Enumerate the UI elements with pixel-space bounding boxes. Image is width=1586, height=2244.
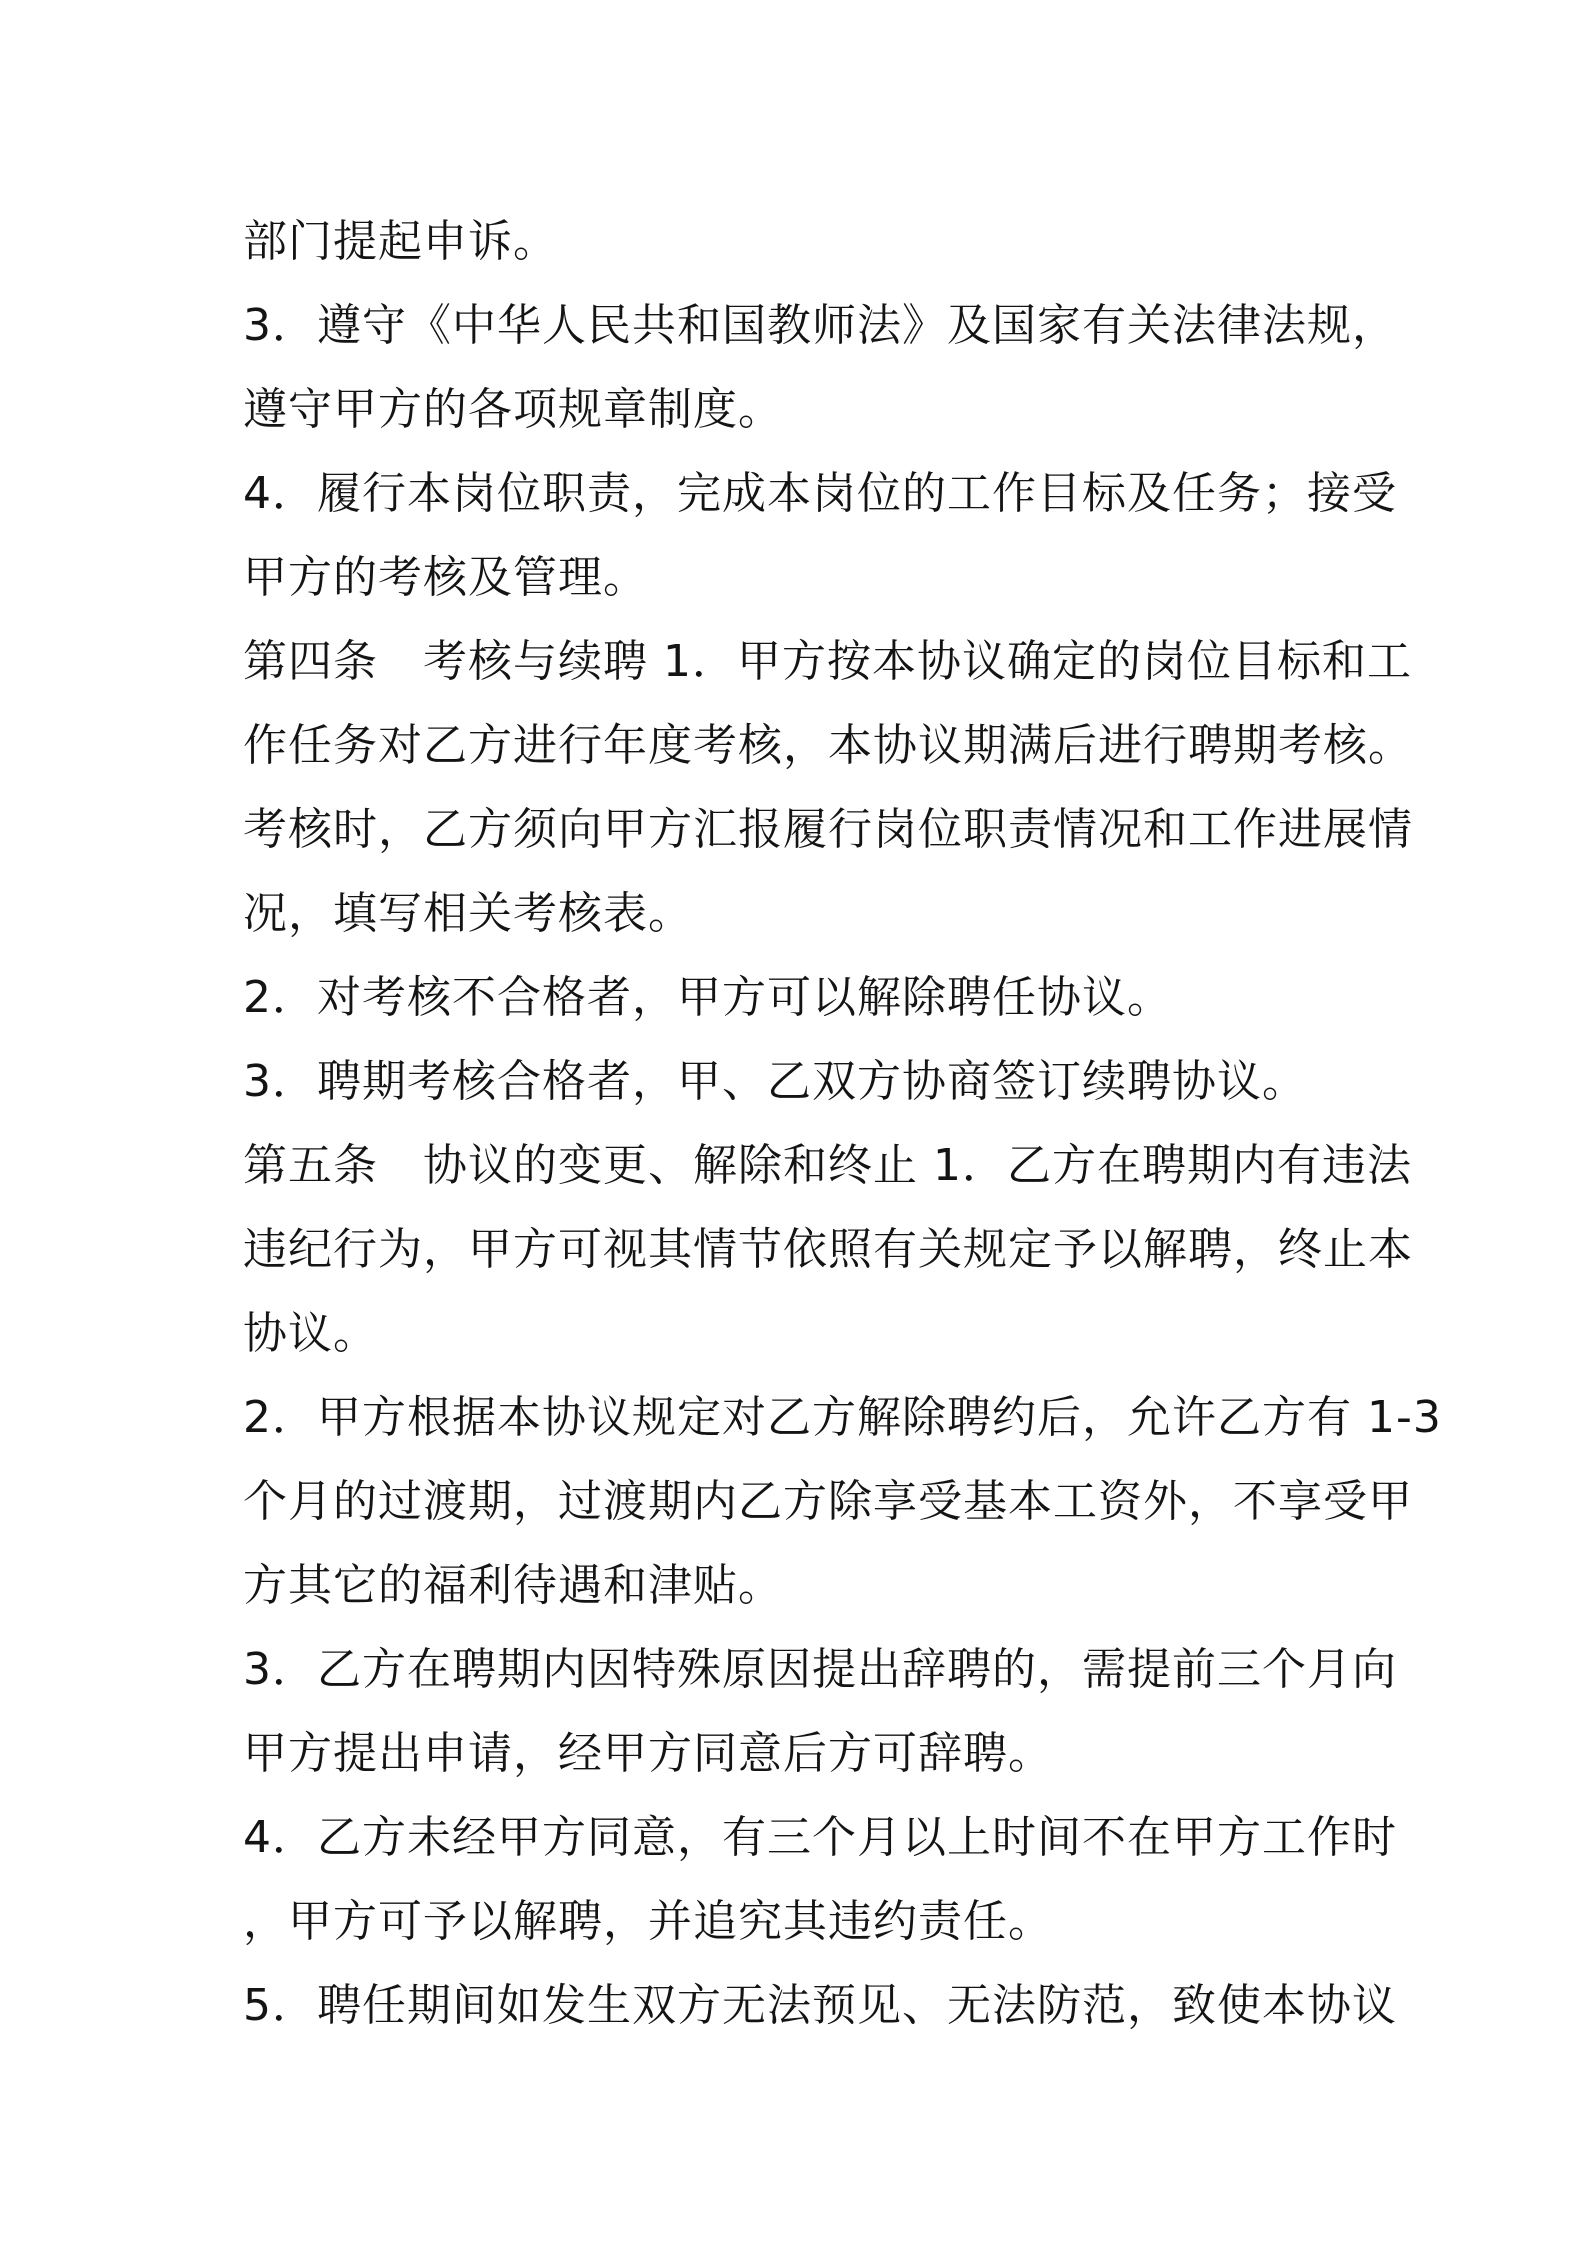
section-heading-line: 第四条 考核与续聘 1．甲方按本协议确定的岗位目标和工	[243, 636, 1412, 687]
text-line: 部门提起申诉。	[243, 216, 558, 267]
text-line: 况，填写相关考核表。	[243, 888, 693, 939]
document-body	[243, 200, 1442, 2048]
text-line: 方其它的福利待遇和津贴。	[243, 1560, 783, 1611]
text-line: 个月的过渡期，过渡期内乙方除享受基本工资外，不享受甲	[243, 1476, 1413, 1527]
text-line: 2．甲方根据本协议规定对乙方解除聘约后，允许乙方有 1-3	[243, 1392, 1442, 1443]
section-heading-line: 第五条 协议的变更、解除和终止 1．乙方在聘期内有违法	[243, 1140, 1412, 1191]
text-line: 考核时，乙方须向甲方汇报履行岗位职责情况和工作进展情	[243, 804, 1413, 855]
text-line: 2．对考核不合格者，甲方可以解除聘任协议。	[243, 972, 1172, 1023]
text-line: 3．乙方在聘期内因特殊原因提出辞聘的，需提前三个月向	[243, 1644, 1397, 1695]
text-line: 5．聘任期间如发生双方无法预见、无法防范，致使本协议	[243, 1980, 1397, 2031]
text-line: 遵守甲方的各项规章制度。	[243, 384, 783, 435]
text-line: 违纪行为，甲方可视其情节依照有关规定予以解聘，终止本	[243, 1224, 1413, 1275]
text-line: 协议。	[243, 1308, 378, 1359]
text-line: 4．乙方未经甲方同意，有三个月以上时间不在甲方工作时	[243, 1812, 1397, 1863]
text-line: 甲方提出申请，经甲方同意后方可辞聘。	[243, 1728, 1053, 1779]
text-line: 3．聘期考核合格者，甲、乙双方协商签订续聘协议。	[243, 1056, 1307, 1107]
text-line: ，甲方可予以解聘，并追究其违约责任。	[243, 1896, 1053, 1947]
text-line: 4．履行本岗位职责，完成本岗位的工作目标及任务；接受	[243, 468, 1397, 519]
text-line: 甲方的考核及管理。	[243, 552, 648, 603]
text-line: 3．遵守《中华人民共和国教师法》及国家有关法律法规，	[243, 300, 1397, 351]
text-line: 作任务对乙方进行年度考核，本协议期满后进行聘期考核。	[243, 720, 1413, 771]
